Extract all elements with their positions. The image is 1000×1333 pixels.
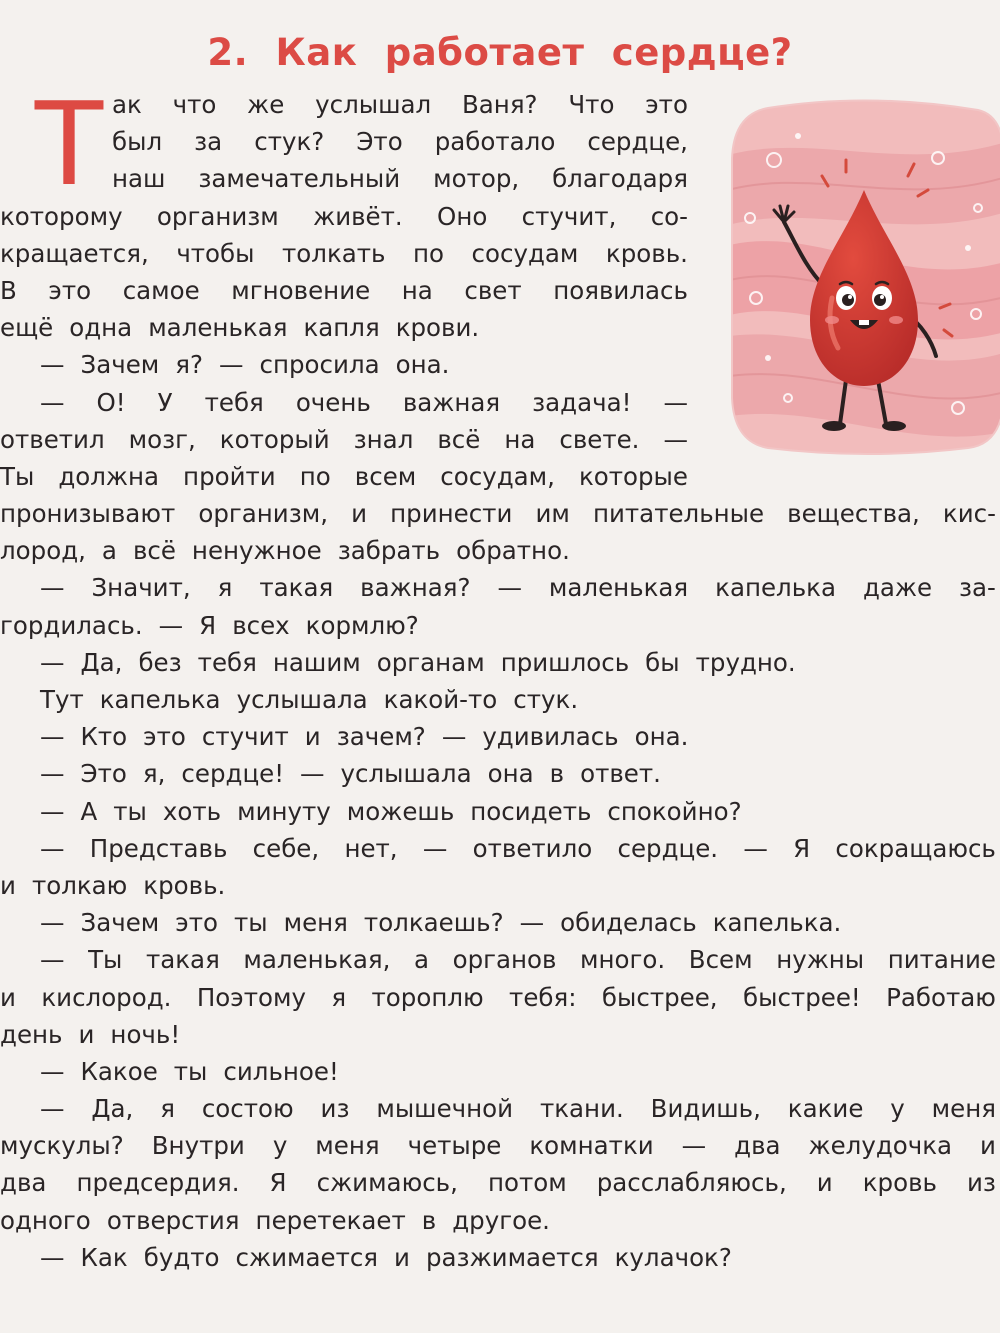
- word: на: [504, 424, 536, 454]
- word: тебя: [197, 647, 257, 677]
- text-line: [0, 384, 688, 421]
- word: кращается,: [0, 238, 149, 268]
- word: разжимается: [425, 1242, 599, 1272]
- word: можешь: [346, 796, 455, 826]
- word: кровь.: [143, 870, 226, 900]
- word: замечательный: [198, 164, 401, 194]
- word: У: [157, 387, 173, 417]
- word: она.: [395, 350, 450, 380]
- word: —: [497, 573, 522, 603]
- word: Работаю: [886, 982, 996, 1012]
- word: ответ.: [580, 759, 661, 789]
- word: —: [219, 350, 244, 380]
- word: даже: [862, 573, 933, 603]
- word: это: [48, 275, 92, 305]
- word: Это: [80, 759, 127, 789]
- word: —: [40, 759, 65, 789]
- text-line: [0, 1164, 996, 1201]
- word: расслабляюсь,: [596, 1168, 787, 1198]
- word: меня: [315, 1131, 380, 1161]
- word: минуту: [237, 796, 331, 826]
- word: это: [645, 90, 688, 119]
- word: из: [967, 1168, 996, 1198]
- text-line: [0, 272, 688, 309]
- word: спокойно?: [607, 796, 742, 826]
- word: ответил: [0, 424, 105, 454]
- word: работало: [434, 127, 556, 157]
- word: капелька: [99, 685, 221, 714]
- word: —: [422, 833, 448, 863]
- word: —: [300, 759, 325, 789]
- word: О!: [96, 387, 126, 417]
- word: обратно.: [456, 536, 570, 566]
- word: Видишь,: [650, 1094, 761, 1124]
- text-line: [0, 235, 688, 272]
- word: Да,: [91, 1094, 134, 1124]
- word: им: [535, 499, 570, 529]
- text-line: [0, 1127, 996, 1164]
- word: питательные: [592, 499, 765, 529]
- word: —: [519, 908, 545, 938]
- word: а: [414, 945, 430, 975]
- word: она: [487, 759, 534, 789]
- word: кормлю?: [305, 610, 419, 640]
- word: —: [681, 1131, 707, 1161]
- word: капля: [303, 313, 380, 343]
- word: —: [40, 387, 65, 417]
- word: кис-: [942, 499, 996, 529]
- word: меня: [931, 1094, 996, 1124]
- word: забрать: [337, 536, 441, 566]
- word: ты: [113, 796, 147, 826]
- word: сосудам,: [440, 461, 555, 491]
- word: нет,: [344, 833, 398, 863]
- word: два: [0, 1168, 47, 1198]
- text-line: [0, 867, 996, 904]
- word: кислород.: [41, 982, 172, 1012]
- word: который: [219, 424, 330, 454]
- text-line: [0, 830, 996, 867]
- word: обиделась: [560, 908, 697, 938]
- text-line: [0, 718, 996, 755]
- word: —: [663, 387, 688, 417]
- word: принести: [390, 499, 513, 529]
- word: стук.: [513, 685, 579, 714]
- word: и: [816, 1168, 833, 1198]
- text-line: [0, 1202, 996, 1239]
- text-line: [0, 309, 996, 346]
- word: четыре: [407, 1131, 502, 1161]
- word: сердце,: [587, 127, 688, 157]
- word: из: [320, 1094, 350, 1124]
- word: Как: [80, 1242, 128, 1272]
- word: предсердия.: [76, 1168, 240, 1198]
- word: всё: [437, 424, 481, 454]
- word: услышал: [315, 90, 432, 119]
- word: Я: [793, 833, 811, 863]
- word: что: [172, 90, 217, 119]
- word: мозг,: [128, 424, 196, 454]
- word: такая: [145, 945, 220, 975]
- word: это: [143, 722, 186, 752]
- word: за: [194, 127, 223, 157]
- word: другое.: [452, 1205, 550, 1235]
- word: потом: [487, 1168, 567, 1198]
- word: гордилась.: [0, 610, 143, 640]
- word: какие: [787, 1094, 864, 1124]
- word: маленькая,: [243, 945, 391, 975]
- word: я: [331, 982, 347, 1012]
- word: лород,: [0, 536, 86, 566]
- word: быстрее,: [601, 982, 718, 1012]
- word: нашим: [272, 647, 361, 677]
- word: мускулы?: [0, 1131, 124, 1161]
- word: —: [441, 722, 467, 752]
- word: важная?: [360, 573, 471, 603]
- word: хоть: [162, 796, 222, 826]
- word: Какое: [80, 1056, 158, 1086]
- word: кровь.: [605, 238, 688, 268]
- text-line: [0, 532, 996, 569]
- word: тебя: [204, 387, 264, 417]
- word: которому: [0, 201, 123, 231]
- word: желудочка: [808, 1131, 953, 1161]
- word: стучит: [201, 722, 289, 752]
- word: я: [160, 1094, 175, 1124]
- word: —: [40, 722, 65, 752]
- text-line: [0, 1053, 996, 1090]
- text-line: [0, 495, 996, 532]
- text-line: [0, 1090, 996, 1127]
- word: зачем?: [336, 722, 426, 752]
- word: мгновение: [231, 275, 371, 305]
- word: сосудам: [471, 238, 579, 268]
- word: же: [247, 90, 285, 119]
- word: Да,: [80, 647, 123, 677]
- word: кровь: [862, 1168, 937, 1198]
- word: наш: [112, 164, 166, 194]
- word: одна: [69, 313, 133, 343]
- word: Что: [568, 90, 615, 119]
- word: сжимается: [235, 1242, 379, 1272]
- word: я,: [142, 759, 166, 789]
- word: Поэтому: [196, 982, 306, 1012]
- word: Оно: [437, 201, 488, 231]
- word: стук?: [254, 127, 325, 157]
- word: В: [0, 275, 17, 305]
- word: и: [0, 870, 16, 900]
- word: Ты: [88, 945, 123, 975]
- word: пройти: [183, 461, 276, 491]
- word: меня: [283, 908, 348, 938]
- word: важная: [402, 387, 501, 417]
- word: свете.: [559, 424, 640, 454]
- word: ненужное: [191, 536, 322, 566]
- word: на: [401, 275, 433, 305]
- word: толкаю: [31, 870, 128, 900]
- word: себе,: [252, 833, 320, 863]
- text-line: [0, 904, 996, 941]
- text-line: [0, 793, 996, 830]
- word: отверстия: [106, 1205, 240, 1235]
- text-line: [0, 941, 996, 978]
- word: стучит,: [521, 201, 617, 231]
- text-line: [0, 86, 688, 123]
- word: ещё: [0, 313, 54, 343]
- word: перетекает: [255, 1205, 406, 1235]
- word: организм: [156, 201, 279, 231]
- word: —: [40, 1056, 65, 1086]
- word: —: [40, 647, 65, 677]
- word: какой-то: [383, 685, 498, 714]
- word: самое: [122, 275, 200, 305]
- text-line: [0, 458, 688, 495]
- text-line: [0, 346, 996, 383]
- word: тороплю: [371, 982, 484, 1012]
- word: состою: [201, 1094, 294, 1124]
- word: по: [299, 461, 331, 491]
- word: живёт.: [313, 201, 403, 231]
- text-line: [0, 421, 688, 458]
- word: Значит,: [91, 573, 191, 603]
- word: крови.: [395, 313, 480, 343]
- word: кулачок?: [614, 1242, 732, 1272]
- word: я?: [175, 350, 204, 380]
- word: —: [40, 908, 65, 938]
- word: Ты: [0, 461, 35, 491]
- word: был: [112, 127, 163, 157]
- word: знал: [353, 424, 414, 454]
- word: —: [40, 1242, 65, 1272]
- word: сердце!: [181, 759, 285, 789]
- drop-cap-letter: Т: [32, 92, 106, 192]
- word: будто: [143, 1242, 220, 1272]
- text-line: [0, 755, 996, 792]
- word: толкаешь?: [363, 908, 504, 938]
- word: и: [78, 1019, 95, 1049]
- word: тебя:: [509, 982, 577, 1012]
- word: всем: [354, 461, 417, 491]
- word: и: [351, 499, 368, 529]
- word: должна: [58, 461, 160, 491]
- text-line: [0, 681, 996, 718]
- word: А: [80, 796, 98, 826]
- word: —: [40, 945, 65, 975]
- word: мотор,: [433, 164, 520, 194]
- word: свет: [464, 275, 522, 305]
- word: ответило: [472, 833, 593, 863]
- text-line: [0, 644, 996, 681]
- word: быстрее!: [743, 982, 861, 1012]
- word: органам: [376, 647, 485, 677]
- word: Внутри: [151, 1131, 245, 1161]
- word: нужны: [776, 945, 865, 975]
- word: ночь!: [110, 1019, 181, 1049]
- word: спросила: [259, 350, 380, 380]
- text-line: [0, 123, 688, 160]
- word: такая: [259, 573, 334, 603]
- word: два: [734, 1131, 781, 1161]
- word: Представь: [89, 833, 228, 863]
- word: чтобы: [176, 238, 255, 268]
- word: всё: [132, 536, 176, 566]
- word: задача!: [532, 387, 632, 417]
- word: ткани.: [539, 1094, 624, 1124]
- word: удивилась: [482, 722, 619, 752]
- text-line: [0, 1016, 996, 1053]
- word: —: [743, 833, 768, 863]
- word: питание: [887, 945, 996, 975]
- word: она.: [634, 722, 689, 752]
- word: по: [413, 238, 445, 268]
- word: день: [0, 1019, 63, 1049]
- word: в: [549, 759, 565, 789]
- word: и: [394, 1242, 410, 1272]
- word: трудно.: [695, 647, 796, 677]
- text-line: [0, 569, 996, 606]
- word: Тут: [40, 685, 84, 714]
- word: пронизывают: [0, 499, 176, 529]
- word: Это: [356, 127, 403, 157]
- text-line: [0, 198, 688, 235]
- word: и: [0, 982, 16, 1012]
- word: это: [175, 908, 218, 938]
- page-title: 2. Как работает сердце?: [207, 30, 793, 74]
- word: Я: [199, 610, 217, 640]
- word: всех: [232, 610, 290, 640]
- word: очень: [295, 387, 371, 417]
- word: вещества,: [787, 499, 920, 529]
- text-line: [0, 979, 996, 1016]
- word: услышала: [236, 685, 368, 714]
- word: сжимаюсь,: [316, 1168, 458, 1198]
- word: у: [890, 1094, 905, 1124]
- text-line: [0, 607, 996, 644]
- word: организм,: [198, 499, 328, 529]
- word: маленькая: [548, 573, 689, 603]
- word: —: [40, 796, 65, 826]
- word: капелька.: [712, 908, 842, 938]
- word: Зачем: [80, 908, 160, 938]
- word: благодаря: [552, 164, 688, 194]
- word: комнатки: [529, 1131, 654, 1161]
- word: —: [40, 1094, 65, 1124]
- word: услышала: [340, 759, 472, 789]
- word: бы: [645, 647, 680, 677]
- word: —: [40, 573, 65, 603]
- word: —: [40, 833, 65, 863]
- word: капелька: [715, 573, 836, 603]
- word: а: [101, 536, 117, 566]
- word: за-: [959, 573, 996, 603]
- word: сильное!: [223, 1056, 339, 1086]
- word: в: [421, 1205, 437, 1235]
- text-line: [0, 1239, 996, 1276]
- word: Кто: [80, 722, 128, 752]
- word: сокращаюсь: [835, 833, 996, 863]
- word: ты: [173, 1056, 208, 1086]
- word: Я: [269, 1168, 287, 1198]
- word: появилась: [553, 275, 688, 305]
- word: мышечной: [376, 1094, 514, 1124]
- text-line: [0, 160, 688, 197]
- word: пришлось: [500, 647, 630, 677]
- word: и: [304, 722, 321, 752]
- word: которые: [578, 461, 688, 491]
- word: Ваня?: [461, 90, 538, 119]
- word: со-: [650, 201, 688, 231]
- word: одного: [0, 1205, 91, 1235]
- word: —: [40, 350, 65, 380]
- word: ты: [233, 908, 268, 938]
- word: посидеть: [470, 796, 592, 826]
- word: и: [980, 1131, 996, 1161]
- word: —: [158, 610, 184, 640]
- word: Всем: [688, 945, 753, 975]
- word: у: [272, 1131, 288, 1161]
- word: —: [663, 424, 688, 454]
- word: маленькая: [148, 313, 288, 343]
- word: без: [138, 647, 182, 677]
- word: органов: [452, 945, 557, 975]
- story-text: [0, 86, 996, 1276]
- word: сердце.: [617, 833, 719, 863]
- word: много.: [580, 945, 666, 975]
- word: я: [217, 573, 233, 603]
- word: Зачем: [80, 350, 160, 380]
- word: толкать: [282, 238, 386, 268]
- word: ак: [112, 90, 142, 119]
